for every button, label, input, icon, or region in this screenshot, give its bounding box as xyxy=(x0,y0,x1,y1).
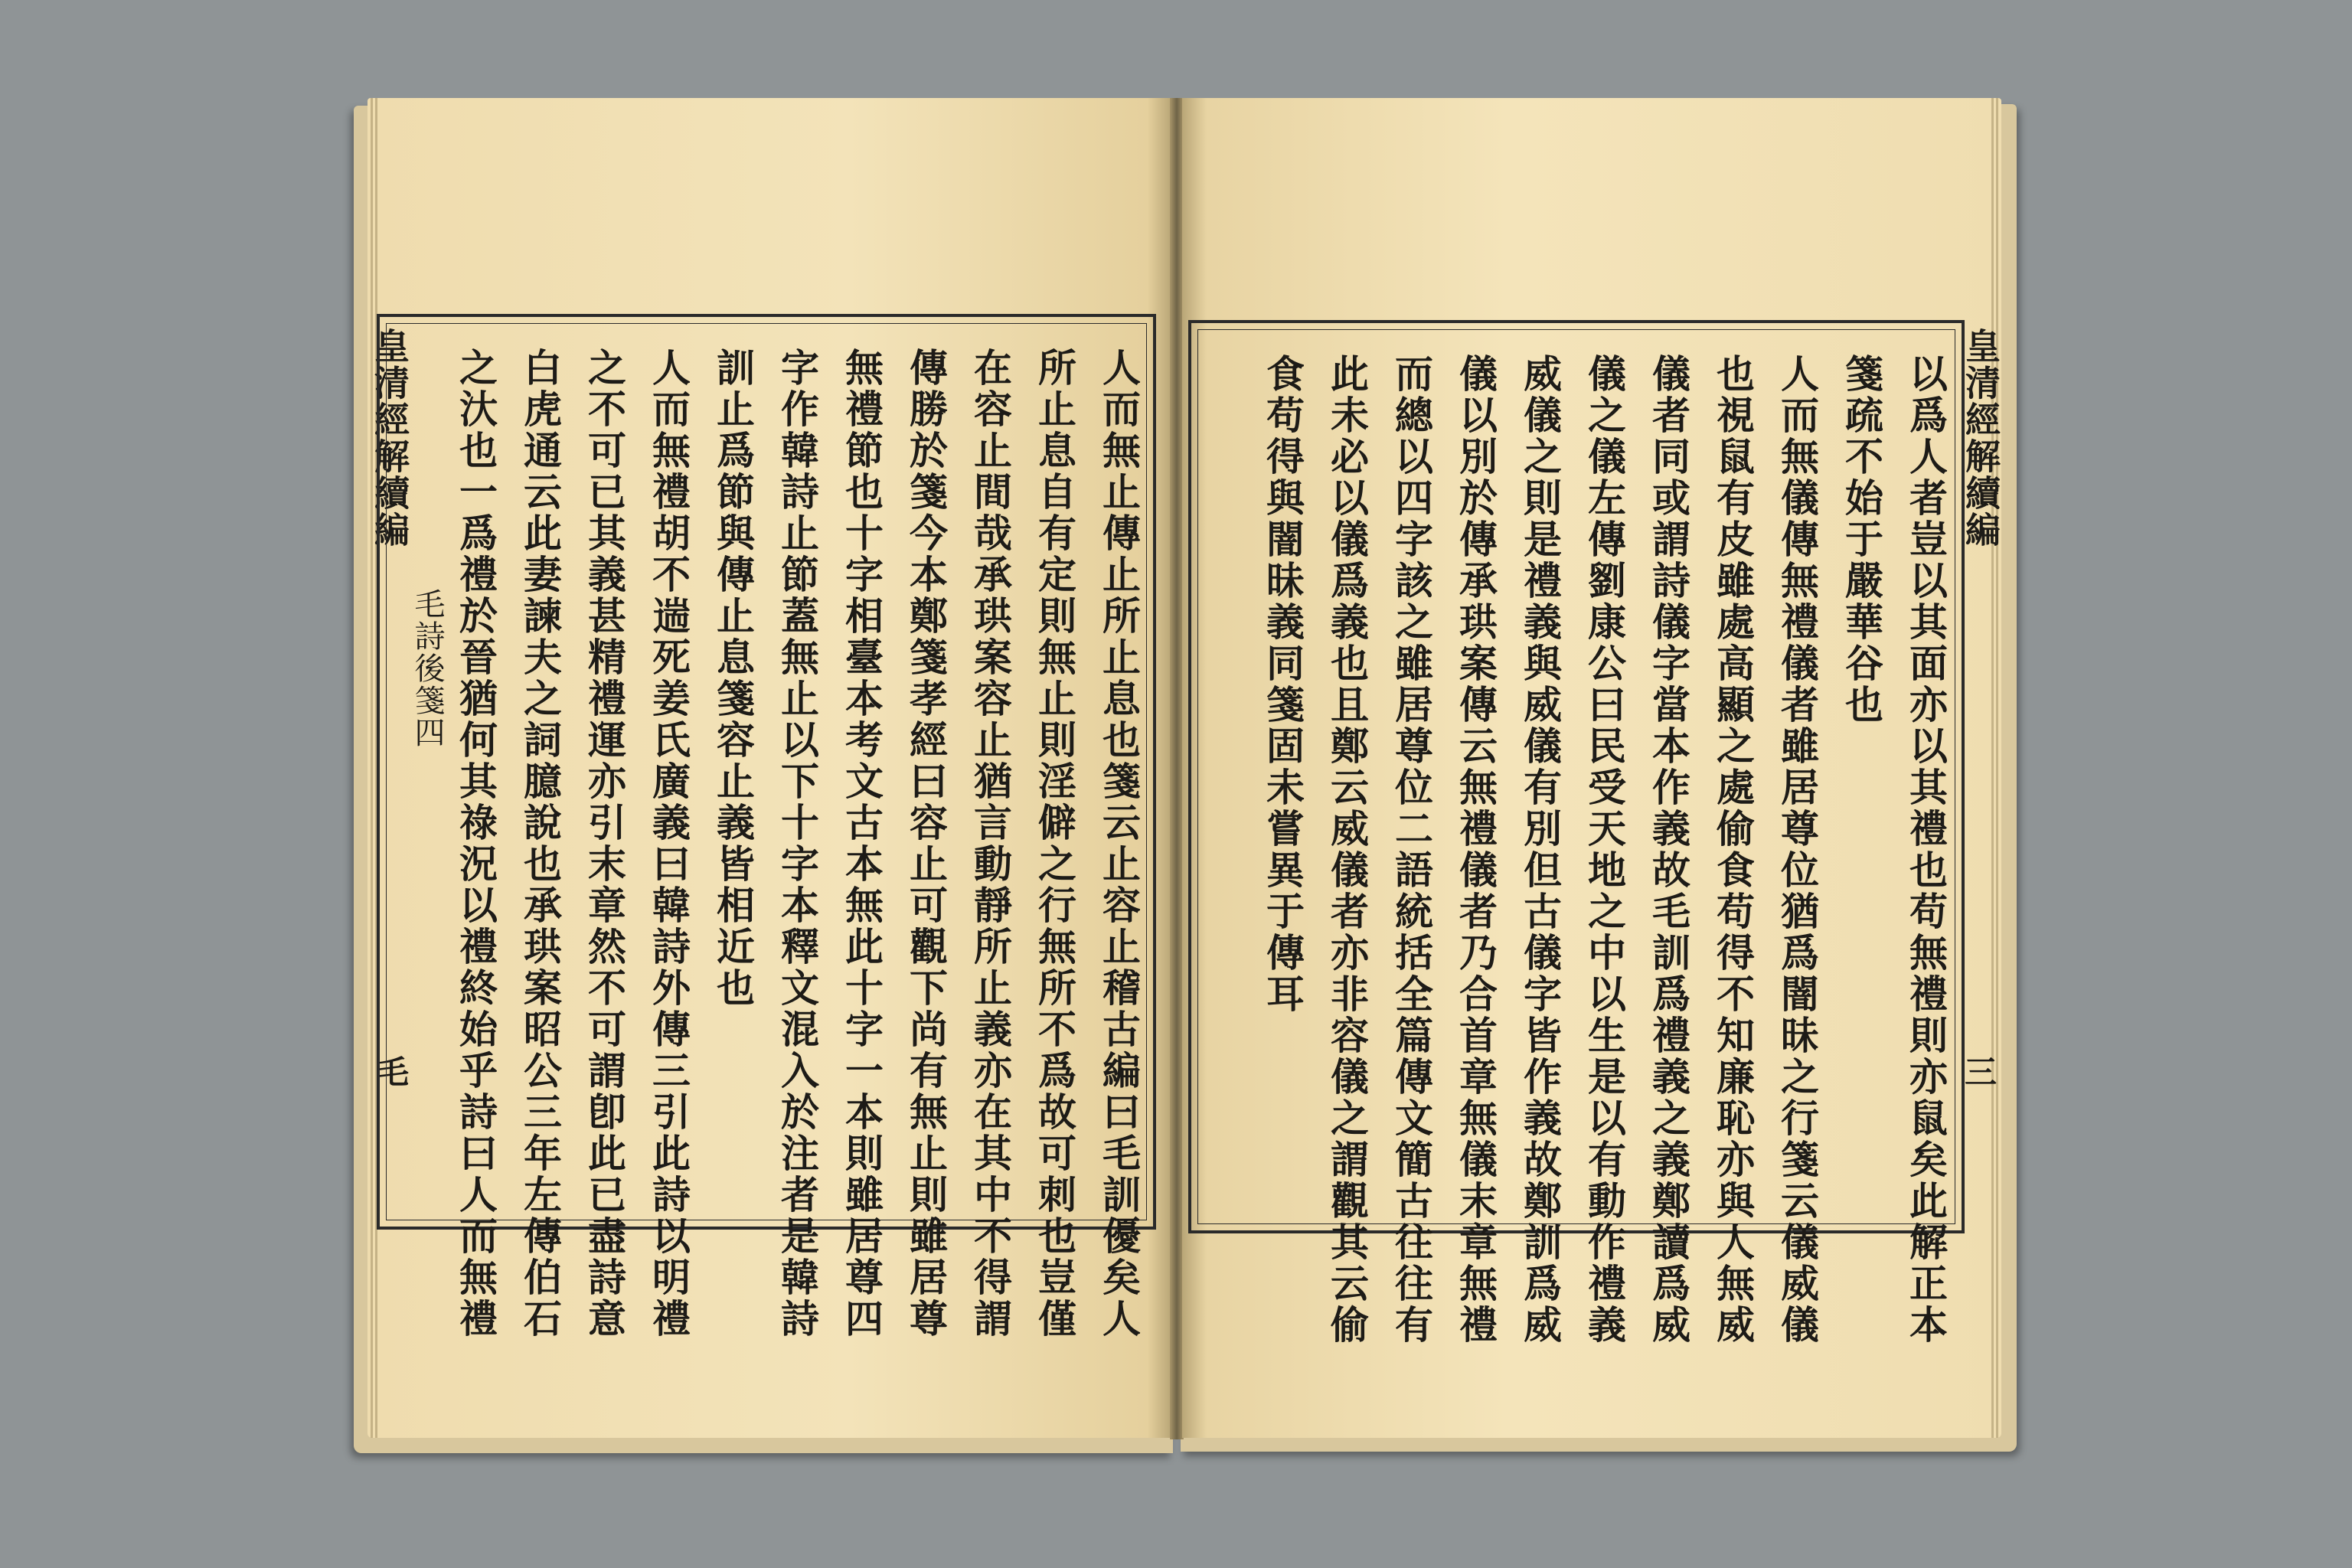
right-text-frame xyxy=(1188,320,1965,1346)
left-folio: 毛 xyxy=(372,1055,410,1087)
left-column-11: 之汏也一爲禮於晉猶何其祿況以禮終始乎詩曰人而無禮 xyxy=(453,348,498,1340)
right-column-9: 而總以四字該之雖居尊位二語統括全篇傳文簡古往往有 xyxy=(1389,354,1434,1346)
leaf-edge xyxy=(1996,98,1998,1438)
left-column-10: 白虎通云此妻諫夫之詞臆說也承珙案昭公三年左傳伯石 xyxy=(518,348,563,1340)
right-column-6: 儀之儀左傳劉康公曰民受天地之中以生是以有動作禮義 xyxy=(1582,354,1627,1346)
leaf-edge xyxy=(1991,98,1994,1438)
left-gutter-title: 皇清經解續編 xyxy=(369,328,410,548)
right-column-3: 人而無儀傳無禮儀者雖居尊位猶爲闇昧之行箋云儀威儀 xyxy=(1775,354,1820,1346)
right-column-8: 儀以別於傳承珙案傳云無禮儀者乃合首章無儀末章無禮 xyxy=(1453,354,1498,1346)
left-text-frame xyxy=(377,314,1156,1340)
left-gutter-subtitle: 毛詩後箋四 xyxy=(410,588,445,749)
left-column-4: 傳勝於箋今本鄭箋孝經曰容止可觀下尚有無止則雖居尊 xyxy=(903,348,949,1340)
left-column-6: 字作韓詩止節蓋無止以下十字本釋文混入於注者是韓詩 xyxy=(775,348,820,1340)
right-column-4: 也視鼠有皮雖處高顯之處偷食苟得不知廉恥亦與人無威 xyxy=(1710,354,1756,1346)
right-column-1: 以爲人者豈以其面亦以其禮也苟無禮則亦鼠矣此解正本 xyxy=(1903,354,1949,1346)
right-gutter-title: 皇清經解續編 xyxy=(1960,328,2001,548)
right-column-11: 食苟得與闇昧義同箋固未嘗異于傳耳 xyxy=(1260,354,1305,1015)
left-column-9: 之不可已其義甚精禮運亦引末章然不可謂卽此已盡詩意 xyxy=(582,348,627,1340)
left-column-2: 所止息自有定則無止則淫僻之行無所不爲故可刺也豈僅 xyxy=(1032,348,1077,1340)
right-column-7: 威儀之則是禮義與威儀有別但古儀字皆作義故鄭訓爲威 xyxy=(1517,354,1563,1346)
left-column-1: 人而無止傳止所止息也箋云止容止稽古編曰毛訓優矣人 xyxy=(1096,348,1142,1340)
left-column-8: 人而無禮胡不遄死姜氏廣義曰韓詩外傳三引此詩以明禮 xyxy=(646,348,691,1340)
left-column-5: 無禮節也十字相臺本考文古本無此十字一本則雖居尊四 xyxy=(839,348,884,1340)
right-column-2: 箋疏不始于嚴華谷也 xyxy=(1839,354,1884,726)
leaf-edge xyxy=(371,98,373,1438)
right-folio: 三 xyxy=(1960,1055,1998,1087)
open-book xyxy=(354,98,2017,1461)
left-column-7: 訓止爲節與傳止息箋容止義皆相近也 xyxy=(710,348,756,1009)
left-column-3: 在容止間哉承珙案容止猶言動靜所止義亦在其中不得謂 xyxy=(968,348,1013,1340)
right-column-10: 此未必以儀爲義也且鄭云威儀者亦非容儀之謂觀其云偷 xyxy=(1325,354,1370,1346)
right-column-5: 儀者同或謂詩儀字當本作義故毛訓爲禮義之義鄭讀爲威 xyxy=(1646,354,1691,1346)
